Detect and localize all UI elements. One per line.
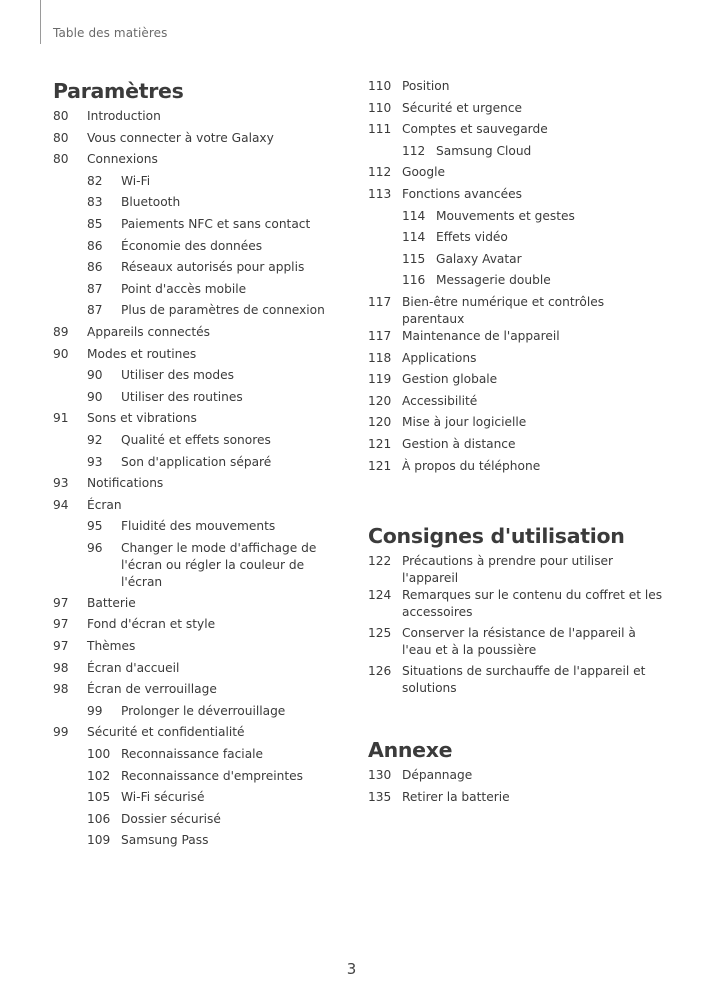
toc-entry-label: Qualité et effets sonores bbox=[121, 432, 271, 447]
toc-page-number: 130 bbox=[368, 768, 392, 783]
toc-entry[interactable] bbox=[368, 294, 668, 328]
toc-entry-label: Fonctions avancées bbox=[402, 186, 522, 201]
toc-page-number: 93 bbox=[53, 476, 69, 491]
toc-entry[interactable] bbox=[53, 151, 343, 173]
toc-page-number: 80 bbox=[53, 109, 69, 123]
toc-entry-label: Gestion globale bbox=[402, 372, 498, 387]
toc-page-number: 90 bbox=[87, 389, 103, 404]
toc-entry-label: Maintenance de l'appareil bbox=[402, 328, 560, 343]
toc-entry[interactable] bbox=[53, 660, 343, 682]
toc-subentry[interactable] bbox=[53, 238, 343, 260]
toc-entry-label: Bluetooth bbox=[121, 195, 181, 210]
toc-page-number: 94 bbox=[53, 497, 69, 512]
toc-entry-label: Réseaux autorisés pour applis bbox=[121, 260, 305, 275]
toc-page-number: 83 bbox=[87, 195, 103, 210]
toc-entry[interactable] bbox=[53, 108, 343, 130]
toc-page-number: 86 bbox=[87, 260, 103, 275]
toc-entry-label: Situations de surchauffe de l'appareil et solutions bbox=[402, 664, 646, 696]
toc-entry-label: Reconnaissance d'empreintes bbox=[121, 768, 304, 783]
toc-entry-label: Changer le mode d'affichage de l'écran ou régler la couleur de l'écran bbox=[121, 540, 317, 589]
toc-entry[interactable] bbox=[368, 164, 668, 186]
toc-entry[interactable] bbox=[53, 475, 343, 497]
toc-page-number: 86 bbox=[87, 238, 103, 253]
section-title-consignes: Consignes d'utilisation bbox=[368, 524, 625, 549]
toc-entry-label: Mouvements et gestes bbox=[436, 208, 575, 223]
toc-entry[interactable] bbox=[368, 328, 668, 350]
toc-entry[interactable] bbox=[53, 595, 343, 617]
toc-page-number: 121 bbox=[368, 458, 392, 473]
toc-entry-label: Position bbox=[402, 79, 450, 93]
toc-subentry[interactable] bbox=[53, 281, 343, 303]
toc-entry-label: Dossier sécurisé bbox=[121, 811, 221, 826]
toc-subentry[interactable] bbox=[53, 768, 343, 790]
toc-entry[interactable] bbox=[368, 414, 668, 436]
toc-entry[interactable] bbox=[368, 587, 668, 625]
toc-entry[interactable] bbox=[368, 100, 668, 122]
toc-entry-label: Sécurité et confidentialité bbox=[87, 725, 245, 740]
toc-page-number: 124 bbox=[368, 588, 392, 603]
toc-subentry[interactable] bbox=[53, 216, 343, 238]
toc-page-number: 119 bbox=[368, 372, 392, 387]
toc-entry-label: Précautions à prendre pour utiliser l'appareil bbox=[402, 554, 614, 586]
toc-page-number: 96 bbox=[87, 540, 103, 555]
toc-subentry[interactable] bbox=[368, 251, 668, 273]
toc-entry-label: Effets vidéo bbox=[436, 230, 508, 245]
toc-entry[interactable] bbox=[368, 186, 668, 208]
toc-subentry[interactable] bbox=[368, 229, 668, 251]
toc-page-number: 80 bbox=[53, 130, 69, 145]
toc-entry[interactable] bbox=[368, 78, 668, 100]
toc-page-number: 122 bbox=[368, 554, 392, 569]
toc-entry[interactable] bbox=[368, 767, 668, 789]
toc-page-number: 125 bbox=[368, 626, 392, 641]
toc-page-number: 114 bbox=[402, 230, 426, 245]
toc-subentry[interactable] bbox=[368, 208, 668, 230]
toc-page-number: 98 bbox=[53, 682, 69, 697]
toc-subentry[interactable] bbox=[53, 173, 343, 195]
toc-list-parametres bbox=[53, 108, 343, 854]
toc-entry[interactable] bbox=[368, 350, 668, 372]
section-title-parametres: Paramètres bbox=[53, 79, 184, 103]
toc-page-number: 97 bbox=[53, 595, 69, 610]
toc-subentry[interactable] bbox=[368, 143, 668, 165]
toc-list-consignes bbox=[368, 553, 668, 701]
toc-entry[interactable] bbox=[368, 393, 668, 415]
toc-page-number: 114 bbox=[402, 208, 426, 223]
toc-entry-label: Samsung Pass bbox=[121, 833, 209, 848]
toc-entry-label: Applications bbox=[402, 350, 477, 365]
toc-entry-label: Wi-Fi sécurisé bbox=[121, 790, 205, 805]
toc-subentry[interactable] bbox=[53, 194, 343, 216]
toc-page-number: 113 bbox=[368, 186, 392, 201]
toc-page-number: 118 bbox=[368, 350, 392, 365]
toc-page-number: 82 bbox=[87, 173, 103, 188]
toc-entry-label: Utiliser des modes bbox=[121, 368, 234, 383]
toc-entry[interactable] bbox=[368, 458, 668, 480]
toc-entry[interactable] bbox=[53, 724, 343, 746]
toc-entry-label: Bien-être numérique et contrôles parentaux bbox=[402, 294, 605, 326]
toc-page-number: 99 bbox=[87, 703, 103, 718]
toc-page-number: 117 bbox=[368, 294, 392, 309]
toc-entry[interactable] bbox=[53, 346, 343, 368]
toc-page-number: 120 bbox=[368, 415, 392, 430]
toc-subentry[interactable] bbox=[53, 389, 343, 411]
toc-entry-label: Son d'application séparé bbox=[121, 454, 272, 469]
toc-subentry[interactable] bbox=[53, 789, 343, 811]
toc-entry-label: Point d'accès mobile bbox=[121, 281, 247, 296]
toc-page-number: 92 bbox=[87, 432, 103, 447]
toc-entry-label: Galaxy Avatar bbox=[436, 251, 522, 266]
toc-page-number: 97 bbox=[53, 617, 69, 632]
toc-entry[interactable] bbox=[368, 789, 668, 811]
toc-entry[interactable] bbox=[368, 371, 668, 393]
toc-column-left bbox=[53, 78, 343, 854]
toc-entry-label: Écran bbox=[87, 497, 122, 512]
toc-entry-label: Conserver la résistance de l'appareil à l'eau et à la poussière bbox=[402, 626, 636, 658]
toc-entry-label: Dépannage bbox=[402, 768, 473, 783]
toc-entry[interactable] bbox=[368, 436, 668, 458]
toc-entry[interactable] bbox=[53, 130, 343, 152]
toc-subentry[interactable] bbox=[53, 367, 343, 389]
toc-page-number: 89 bbox=[53, 324, 69, 339]
header-divider bbox=[40, 0, 41, 44]
toc-page-number: 99 bbox=[53, 725, 69, 740]
toc-page-number: 97 bbox=[53, 639, 69, 654]
toc-page-number: 87 bbox=[87, 281, 103, 296]
toc-entry-label: Remarques sur le contenu du coffret et les accessoires bbox=[402, 588, 663, 620]
toc-entry-label: Retirer la batterie bbox=[402, 789, 510, 804]
toc-page-number: 102 bbox=[87, 768, 111, 783]
toc-column-right bbox=[368, 78, 668, 810]
toc-entry-label: Wi-Fi bbox=[121, 173, 151, 188]
toc-entry-label: Messagerie double bbox=[436, 273, 551, 288]
toc-subentry[interactable] bbox=[53, 259, 343, 281]
toc-subentry[interactable] bbox=[53, 746, 343, 768]
running-header: Table des matières bbox=[53, 26, 168, 40]
toc-page-number: 109 bbox=[87, 833, 111, 848]
section-title-annexe: Annexe bbox=[368, 738, 453, 763]
toc-entry[interactable] bbox=[368, 663, 668, 701]
toc-entry-label: Écran d'accueil bbox=[87, 660, 180, 675]
toc-page-number: 112 bbox=[368, 165, 392, 180]
toc-page-number: 135 bbox=[368, 789, 392, 804]
toc-entry-label: Reconnaissance faciale bbox=[121, 747, 264, 762]
toc-page-number: 120 bbox=[368, 393, 392, 408]
toc-entry[interactable] bbox=[53, 497, 343, 519]
toc-page-number: 121 bbox=[368, 436, 392, 451]
toc-page-number: 111 bbox=[368, 122, 392, 137]
toc-entry-label: Batterie bbox=[87, 595, 136, 610]
toc-entry-label: Modes et routines bbox=[87, 346, 197, 361]
toc-page-number: 126 bbox=[368, 664, 392, 679]
toc-entry-label: Économie des données bbox=[121, 238, 263, 253]
toc-entry-label: Gestion à distance bbox=[402, 436, 516, 451]
toc-entry-label: Écran de verrouillage bbox=[87, 682, 217, 697]
toc-entry-label: Vous connecter à votre Galaxy bbox=[87, 130, 274, 145]
toc-entry[interactable] bbox=[53, 638, 343, 660]
toc-subentry[interactable] bbox=[53, 454, 343, 476]
toc-page-number: 80 bbox=[53, 152, 69, 167]
toc-page-number: 85 bbox=[87, 216, 103, 231]
toc-page-number: 90 bbox=[53, 346, 69, 361]
toc-page-number: 105 bbox=[87, 790, 111, 805]
toc-entry-label: Fluidité des mouvements bbox=[121, 519, 276, 534]
toc-page-number: 112 bbox=[402, 143, 426, 158]
toc-page-number: 110 bbox=[368, 79, 392, 93]
toc-list-parametres-continued bbox=[368, 78, 668, 479]
toc-entry-label: Plus de paramètres de connexion bbox=[121, 303, 325, 318]
toc-page-number: 106 bbox=[87, 811, 111, 826]
toc-entry[interactable] bbox=[368, 553, 668, 587]
toc-entry-label: Paiements NFC et sans contact bbox=[121, 216, 311, 231]
toc-page-number: 115 bbox=[402, 251, 426, 266]
toc-page-number: 87 bbox=[87, 303, 103, 318]
toc-entry-label: Accessibilité bbox=[402, 393, 478, 408]
toc-page-number: 90 bbox=[87, 368, 103, 383]
toc-entry[interactable] bbox=[53, 681, 343, 703]
toc-entry-label: Notifications bbox=[87, 476, 164, 491]
toc-entry-label: Sons et vibrations bbox=[87, 411, 197, 426]
toc-page-number: 116 bbox=[402, 273, 426, 288]
toc-page-number: 100 bbox=[87, 747, 111, 762]
toc-entry-label: Comptes et sauvegarde bbox=[402, 122, 548, 137]
toc-subentry[interactable] bbox=[53, 540, 343, 595]
toc-page-number: 95 bbox=[87, 519, 103, 534]
toc-subentry[interactable] bbox=[53, 703, 343, 725]
toc-entry-label: Prolonger le déverrouillage bbox=[121, 703, 286, 718]
toc-entry-label: Sécurité et urgence bbox=[402, 100, 523, 115]
toc-entry[interactable] bbox=[368, 121, 668, 143]
toc-page-number: 117 bbox=[368, 328, 392, 343]
toc-subentry[interactable] bbox=[53, 518, 343, 540]
toc-entry-label: À propos du téléphone bbox=[402, 458, 541, 473]
toc-entry[interactable] bbox=[53, 410, 343, 432]
toc-page-number: 91 bbox=[53, 411, 69, 426]
toc-entry-label: Samsung Cloud bbox=[436, 143, 532, 158]
toc-subentry[interactable] bbox=[53, 832, 343, 854]
toc-entry[interactable] bbox=[53, 324, 343, 346]
toc-entry[interactable] bbox=[368, 625, 668, 663]
toc-entry[interactable] bbox=[53, 616, 343, 638]
toc-entry-label: Thèmes bbox=[87, 639, 136, 654]
toc-subentry[interactable] bbox=[53, 302, 343, 324]
toc-subentry[interactable] bbox=[53, 432, 343, 454]
toc-entry-label: Introduction bbox=[87, 109, 161, 123]
toc-entry-label: Appareils connectés bbox=[87, 324, 210, 339]
toc-entry-label: Fond d'écran et style bbox=[87, 617, 216, 632]
page-number: 3 bbox=[346, 960, 357, 978]
toc-page-number: 93 bbox=[87, 454, 103, 469]
toc-page-number: 110 bbox=[368, 100, 392, 115]
toc-entry-label: Mise à jour logicielle bbox=[402, 415, 527, 430]
toc-subentry[interactable] bbox=[368, 272, 668, 294]
toc-list-annexe bbox=[368, 767, 668, 810]
toc-page-number: 98 bbox=[53, 660, 69, 675]
toc-entry-label: Connexions bbox=[87, 152, 158, 167]
toc-entry-label: Utiliser des routines bbox=[121, 389, 243, 404]
toc-entry-label: Google bbox=[402, 165, 445, 180]
toc-subentry[interactable] bbox=[53, 811, 343, 833]
